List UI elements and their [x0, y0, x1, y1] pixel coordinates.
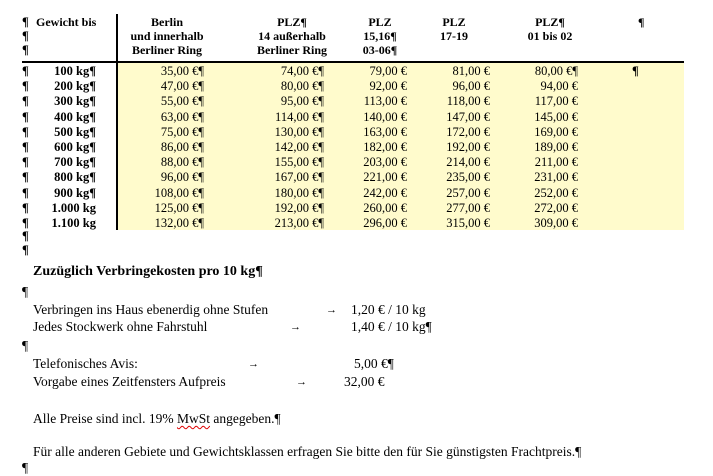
- price-cell: 257,00 €: [446, 185, 490, 200]
- header-line: Berliner Ring: [256, 43, 328, 57]
- pilcrow-mark: ¶: [22, 124, 29, 139]
- price-cell: 125,00 €¶: [154, 200, 204, 215]
- table-row: [0, 201, 713, 215]
- price-cell: 55,00 €¶: [160, 94, 204, 109]
- weight-cell: 500 kg¶: [54, 124, 96, 139]
- pilcrow-mark: ¶: [22, 94, 29, 109]
- price-cell: 221,00 €: [363, 170, 407, 185]
- price-cell: 35,00 €¶: [160, 64, 204, 78]
- table-horizontal-rule: [22, 61, 684, 63]
- price-cell: 80,00 €¶: [534, 64, 578, 78]
- pilcrow-mark: ¶: [22, 460, 29, 475]
- price-cell: 80,00 €¶: [280, 79, 324, 94]
- vat-note-misspelled-word: MwSt: [176, 411, 210, 426]
- pilcrow-mark: ¶: [22, 140, 29, 154]
- price-cell: 192,00 €¶: [274, 200, 324, 215]
- header-line: PLZ¶: [277, 15, 307, 29]
- price-cell: 172,00 €: [446, 124, 490, 139]
- pilcrow-mark: ¶: [22, 79, 29, 94]
- price-cell: 94,00 €: [540, 79, 578, 94]
- tab-arrow-icon: →: [326, 304, 337, 316]
- price-cell: 180,00 €¶: [274, 185, 324, 200]
- price-cell: 189,00 €: [534, 140, 578, 154]
- vat-note-text: Alle Preise sind incl. 19%: [33, 411, 177, 426]
- header-col-plz15: [358, 15, 402, 57]
- pilcrow-mark: ¶: [632, 64, 639, 78]
- weight-cell: 300 kg¶: [54, 94, 96, 109]
- header-line: 17-19: [440, 29, 468, 43]
- pilcrow-mark: ¶: [22, 109, 29, 124]
- header-line: Berlin: [151, 15, 183, 29]
- price-cell: 309,00 €: [534, 216, 578, 230]
- price-cell: 231,00 €: [534, 170, 578, 185]
- price-cell: 86,00 €¶: [160, 140, 204, 154]
- pilcrow-mark: ¶: [22, 155, 29, 170]
- price-cell: 63,00 €¶: [160, 109, 204, 124]
- heading-text: Zuzüglich Verbringekosten pro 10 kg¶: [33, 264, 263, 279]
- avis-value: 5,00 €¶: [354, 356, 394, 371]
- price-cell: 211,00 €: [534, 155, 578, 170]
- price-cell: 213,00 €¶: [274, 216, 324, 230]
- vat-note: [33, 411, 281, 427]
- price-cell: 114,00 €¶: [275, 109, 324, 124]
- price-cell: 96,00 €: [452, 79, 490, 94]
- pilcrow-mark: ¶: [22, 200, 29, 215]
- table-row: [0, 140, 713, 154]
- header-line: 14 außerhalb: [258, 29, 326, 43]
- carry-in-value: 1,20 € / 10 kg: [351, 302, 426, 317]
- price-cell: 74,00 €¶: [280, 64, 324, 78]
- price-cell: 192,00 €: [446, 140, 490, 154]
- weight-cell: 600 kg¶: [54, 140, 96, 154]
- price-cell: 108,00 €¶: [154, 185, 204, 200]
- weight-cell: 400 kg¶: [54, 109, 96, 124]
- carry-in-label: Verbringen ins Haus ebenerdig ohne Stufen: [33, 302, 269, 317]
- pilcrow-mark: ¶: [22, 64, 29, 78]
- table-row: [0, 155, 713, 169]
- timeslot-value: 32,00 €: [344, 374, 385, 389]
- pilcrow-mark: ¶: [22, 15, 29, 29]
- price-cell: 142,00 €¶: [274, 140, 324, 154]
- pilcrow-mark: ¶: [22, 185, 29, 200]
- price-cell: 182,00 €: [363, 140, 407, 154]
- weight-cell: 1.000 kg: [51, 200, 96, 215]
- price-cell: 147,00 €: [446, 109, 490, 124]
- price-cell: 88,00 €¶: [160, 155, 204, 170]
- price-cell: 47,00 €¶: [160, 79, 204, 94]
- table-row: [0, 110, 713, 124]
- pilcrow-mark: ¶: [22, 29, 29, 43]
- price-cell: 96,00 €¶: [160, 170, 204, 185]
- price-cell: 315,00 €: [446, 216, 490, 230]
- price-cell: 242,00 €: [363, 185, 407, 200]
- header-line: PLZ¶: [535, 15, 565, 29]
- price-cell: 260,00 €: [363, 200, 407, 215]
- closing-note: Für alle anderen Gebiete und Gewichtsklassen erfragen Sie bitte den für Sie günstigsten Frachtpreis.¶: [33, 444, 582, 459]
- tab-arrow-icon: →: [296, 376, 307, 388]
- header-col-plz14: [244, 15, 340, 57]
- table-row: [0, 94, 713, 108]
- header-line: 01 bis 02: [527, 29, 573, 43]
- floor-value: 1,40 € / 10 kg¶: [351, 319, 432, 334]
- weight-cell: 100 kg¶: [54, 64, 96, 78]
- header-col-plz17: [432, 15, 476, 43]
- table-row: [0, 64, 713, 78]
- table-row: [0, 125, 713, 139]
- table-row: [0, 186, 713, 200]
- pilcrow-mark: ¶: [22, 43, 29, 57]
- pilcrow-mark: ¶: [22, 338, 29, 353]
- header-line: Berliner Ring: [131, 43, 203, 57]
- header-col-berlin: [128, 15, 206, 57]
- price-cell: 277,00 €: [446, 200, 490, 215]
- price-cell: 169,00 €: [534, 124, 578, 139]
- header-weight: Gewicht bis: [36, 15, 97, 29]
- tab-arrow-icon: →: [290, 321, 301, 333]
- price-cell: 132,00 €¶: [154, 216, 204, 230]
- price-cell: 145,00 €: [534, 109, 578, 124]
- price-cell: 155,00 €¶: [274, 155, 324, 170]
- weight-cell: 700 kg¶: [54, 155, 96, 170]
- price-cell: 140,00 €: [363, 109, 407, 124]
- price-cell: 214,00 €: [446, 155, 490, 170]
- price-cell: 79,00 €: [369, 64, 407, 78]
- pilcrow-mark: ¶: [22, 170, 29, 185]
- header-line: 03-06¶: [362, 43, 398, 57]
- header-col-empty: ¶: [638, 15, 645, 29]
- table-row: [0, 216, 713, 230]
- pilcrow-mark: ¶: [22, 284, 29, 299]
- price-cell: 81,00 €: [452, 64, 490, 78]
- table-row: [0, 170, 713, 184]
- price-cell: 252,00 €: [534, 185, 578, 200]
- price-cell: 130,00 €¶: [274, 124, 324, 139]
- price-cell: 272,00 €: [534, 200, 578, 215]
- header-line: PLZ: [442, 15, 466, 29]
- tab-arrow-icon: →: [248, 358, 259, 370]
- price-cell: 75,00 €¶: [160, 124, 204, 139]
- price-cell: 296,00 €: [363, 216, 407, 230]
- weight-cell: 200 kg¶: [54, 79, 96, 94]
- price-cell: 235,00 €: [446, 170, 490, 185]
- table-row: [0, 79, 713, 93]
- vat-note-text: angegeben.¶: [210, 411, 281, 426]
- weight-cell: 1.100 kg: [51, 216, 96, 230]
- floor-label: Jedes Stockwerk ohne Fahrstuhl: [33, 319, 208, 334]
- price-cell: 167,00 €¶: [274, 170, 324, 185]
- price-cell: 163,00 €: [363, 124, 407, 139]
- header-line: 15,16¶: [363, 29, 397, 43]
- weight-cell: 800 kg¶: [54, 170, 96, 185]
- pilcrow-mark: ¶: [22, 243, 29, 257]
- pilcrow-mark: ¶: [22, 229, 29, 243]
- header-line: PLZ: [368, 15, 392, 29]
- timeslot-label: Vorgabe eines Zeitfensters Aufpreis: [33, 374, 226, 389]
- price-cell: 117,00 €: [534, 94, 578, 109]
- price-cell: 92,00 €: [369, 79, 407, 94]
- price-cell: 203,00 €: [363, 155, 407, 170]
- header-col-plz01: [520, 15, 580, 43]
- avis-label: Telefonisches Avis:: [33, 356, 138, 371]
- pilcrow-mark: ¶: [22, 216, 29, 230]
- price-cell: 113,00 €: [363, 94, 407, 109]
- weight-cell: 900 kg¶: [54, 185, 96, 200]
- price-cell: 95,00 €¶: [280, 94, 324, 109]
- header-line: und innerhalb: [130, 29, 204, 43]
- price-cell: 118,00 €: [446, 94, 490, 109]
- surcharge-heading: [33, 264, 263, 280]
